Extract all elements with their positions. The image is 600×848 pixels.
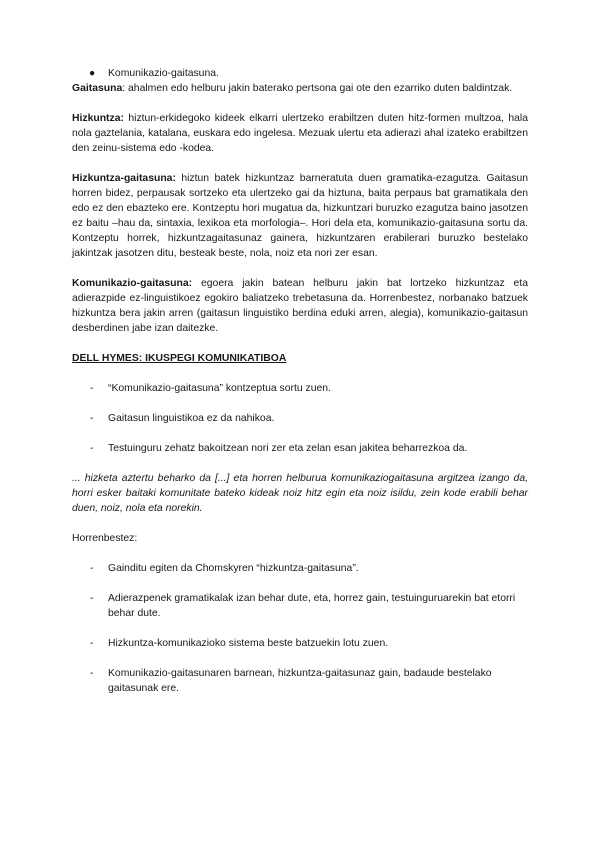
dash-icon: - — [90, 638, 94, 649]
term: Hizkuntza: — [72, 113, 124, 124]
horrenbestez-label: Horrenbestez: — [72, 533, 138, 544]
list-item-text: Testuinguru zehatz bakoitzean nori zer eta zelan esan jakitea beharrezkoa da. — [108, 443, 468, 454]
definition-hizkuntza-gaitasuna — [72, 171, 528, 261]
list-item-text: Adierazpenek gramatikalak izan behar dute, eta, horrez gain, testuinguruarekin bat etorri behar dute. — [108, 593, 516, 619]
list-item — [72, 441, 528, 456]
definition-komunikazio-gaitasuna — [72, 276, 528, 336]
definition-text: hiztun batek hizkuntzaz barneratuta duen gramatika-ezagutza. Gaitasun horren bidez, perpausak sortzeko eta ulertzeko gai da hiztuna, baita perpaus bat gramatikala den edo ez den ebazteko ere. Kontzeptu hori mugatua da, hizkuntzari buruzko ezagutza baino jasotzen ez baitu –hau da, sintaxia, lexikoa eta morfologia–. Hori dela eta, komunikazio-gaitasuna sortu da. Kontzeptu horrek, hizkuntzagaitasunaz gainera, hizkuntzaren erabilerari buruzko bestelako jakintzak jasotzen ditu, besteak beste, nola, noiz eta nori zer esan. — [72, 173, 528, 259]
definition-gaitasuna — [72, 81, 528, 96]
list-item — [72, 411, 528, 426]
dash-icon: - — [90, 413, 94, 424]
dash-icon: - — [90, 443, 94, 454]
dash-icon: - — [90, 563, 94, 574]
term: Komunikazio-gaitasuna: — [72, 278, 193, 289]
dash-icon: - — [90, 668, 94, 679]
list-item-text: Gainditu egiten da Chomskyren “hizkuntza-gaitasuna”. — [108, 563, 359, 574]
list-item-text: “Komunikazio-gaitasuna” kontzeptua sortu zuen. — [108, 383, 331, 394]
bullet-icon: ● — [89, 68, 96, 79]
list-item — [72, 381, 528, 396]
list-item-text: Gaitasun linguistikoa ez da nahikoa. — [108, 413, 275, 424]
list-item-text: Komunikazio-gaitasunaren barnean, hizkuntza-gaitasunaz gain, badaude bestelako gaitasunak ere. — [108, 668, 492, 694]
section-heading: DELL HYMES: IKUSPEGI KOMUNIKATIBOA — [72, 353, 287, 364]
term: Hizkuntza-gaitasuna: — [72, 173, 176, 184]
top-bullet-text: Komunikazio-gaitasuna. — [108, 68, 219, 79]
list-item — [72, 666, 528, 696]
definition-text: hiztun-erkidegoko kideek elkarri ulertzeko erabiltzen duten hitz-formen multzoa, hala nola gaztelania, katalana, euskara edo ingelesa. Mezuak ulertu eta adierazi ahal izateko erabiltzen den zeinu-sistema edo -kodea. — [72, 113, 528, 154]
list-item — [72, 636, 528, 651]
quote-paragraph: ... hizketa aztertu beharko da [...] eta horren helburua komunikaziogaitasuna argitzea izango da, horri esker baitaki komunitate bateko kideak noiz hitz egin eta noiz isildu, zein kode erabili behar duen, noiz, nola eta norekin. — [72, 473, 528, 514]
term-separator: : — [122, 83, 126, 94]
definition-text: egoera jakin batean helburu jakin bat lortzeko hizkuntzaz eta adierazpide ez-linguistikoez egokiro baliatzeko trebetasuna da. Horrenbestez, norbanako batzuek hizkuntza bera jakin arren (gaitasun linguistiko berdina eduki arren, alegia), komunikazio-gaitasun desberdinen jabe izan daitezke. — [72, 278, 528, 334]
list-item — [72, 591, 528, 621]
term: Gaitasuna — [72, 83, 123, 94]
list-item — [72, 561, 528, 576]
definition-text: ahalmen edo helburu jakin baterako pertsona gai ote den ezarriko duten baldintzak. — [125, 83, 513, 94]
top-bullet-item — [72, 66, 528, 81]
document-page — [72, 66, 528, 696]
list-item-text: Hizkuntza-komunikazioko sistema beste batzuekin lotu zuen. — [108, 638, 389, 649]
dash-icon: - — [90, 593, 94, 604]
definition-hizkuntza — [72, 111, 528, 156]
dash-icon: - — [90, 383, 94, 394]
